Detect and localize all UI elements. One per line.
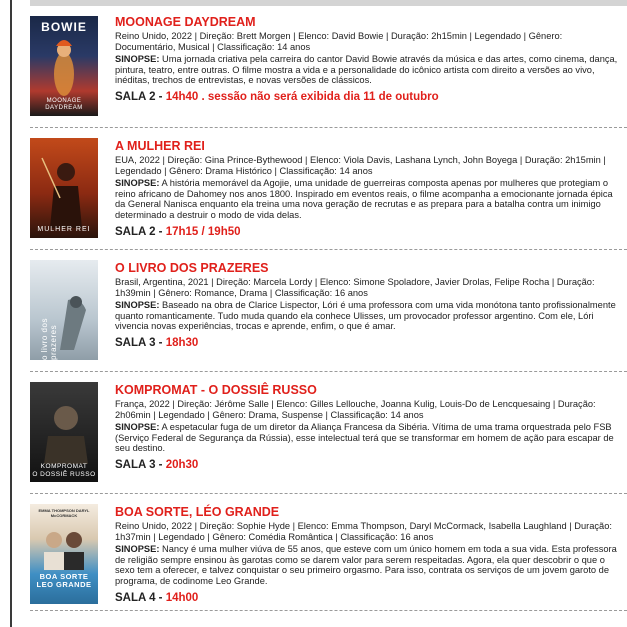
synopsis-label: SINOPSE: [115,54,160,65]
page-left-rule [10,0,12,627]
film-showtimes [115,592,620,605]
film-poster [30,504,98,604]
synopsis-label: SINOPSE: [115,422,160,433]
film-info [115,505,620,605]
film-meta: Reino Unido, 2022 | Direção: Sophie Hyde | Elenco: Emma Thompson, Daryl McCormack, Isabella Laughland | Duração: 1h37min | Legendado | Gênero: Comédia Romântica | Classificação: 16 anos [115,521,612,542]
room-label: SALA 2 - [115,90,166,103]
showtimes-text: 17h15 / 19h50 [165,225,241,238]
room-label: SALA 3 - [115,336,166,349]
film-synopsis [115,178,620,220]
synopsis-label: SINOPSE: [115,544,160,555]
film-showtimes [115,226,620,239]
showtimes-text: 20h30 [165,458,199,471]
synopsis-text: A espetacular fuga de um diretor da Aliança Francesa da Sibéria. Vítima de uma trama orquestrada pelo FSB (Serviço Federal de Segurança da Rússia), esse intelectual terá que se transformar em homem de ação para escapar de seu destino. [115,422,614,454]
film-entry [30,494,627,611]
film-entry [30,250,627,372]
film-meta: Reino Unido, 2022 | Direção: Brett Morgen | Elenco: David Bowie | Duração: 2h15min | Legendado | Gênero: Documentário, Musical | Classificação: 14 anos [115,31,563,52]
film-synopsis [115,422,620,454]
film-meta: França, 2022 | Direção: Jérôme Salle | Elenco: Gilles Lellouche, Joanna Kulig, Louis-Do de Lencquesaing | Duração: 2h06min | Legendado | Gênero: Drama, Suspense | Classificação: 14 anos [115,399,596,420]
film-meta: EUA, 2022 | Direção: Gina Prince-Bythewood | Elenco: Viola Davis, Lashana Lynch, John Boyega | Duração: 2h15min | Legendado | Gênero: Drama Histórico | Classificação: 14 anos [115,155,606,176]
film-info [115,383,620,472]
synopsis-text: Uma jornada criativa pela carreira do cantor David Bowie através da música e das artes, como cinema, dança, pintura, teatro, entre outras. O filme mostra a vida e a personalidade do icônico artista com direito a versões ao vivo, inéditas, trechos de entrevistas, e novas versões de clássicos. [115,54,618,86]
poster-title-text: BOWIE [41,20,87,34]
film-info [115,15,620,104]
film-entry [30,128,627,250]
synopsis-label: SINOPSE: [115,300,160,311]
room-label: SALA 2 - [115,225,166,238]
showtimes-text: 14h40 . sessão não será exibida dia 11 de outubro [165,90,439,103]
synopsis-text: Baseado na obra de Clarice Lispector, Lóri é uma professora com uma vida monótona tanto profissionalmente quanto romanticamente. Tudo muda quando ela conhece Ulisses, um provocador professor argentino. Com ele, Lóri vivencia novas experiências, trocas e aprende, enfim, o que é amar. [115,300,616,332]
poster-title-text: EMMA THOMPSON DARYL McCORMACK [38,508,90,518]
film-showtimes [115,459,620,472]
film-poster [30,260,98,360]
film-entry [30,372,627,494]
poster-artwork [30,138,98,238]
poster-caption-text: KOMPROMAT O DOSSIÊ RUSSO [32,463,96,478]
film-synopsis [115,544,620,586]
film-title: MOONAGE DAYDREAM [115,15,256,29]
film-title: A MULHER REI [115,139,205,153]
showtimes-text: 18h30 [165,336,199,349]
poster-caption-text: o livro dos prazeres [40,318,58,360]
synopsis-label: SINOPSE: [115,178,160,189]
room-label: SALA 4 - [115,591,166,604]
film-meta: Brasil, Argentina, 2021 | Direção: Marcela Lordy | Elenco: Simone Spoladore, Javier Drolas, Felipe Rocha | Duração: 1h39min | Gênero: Romance, Drama | Classificação: 16 anos [115,277,595,298]
film-title: KOMPROMAT - O DOSSIÊ RUSSO [115,383,317,397]
poster-caption-text: BOA SORTE LEO GRANDE [36,571,92,590]
film-title: O LIVRO DOS PRAZERES [115,261,269,275]
film-synopsis [115,54,620,86]
poster-caption-text: MULHER REI [37,225,91,233]
poster-caption-text: MOONAGE DAYDREAM [45,98,83,112]
synopsis-text: Nancy é uma mulher viúva de 55 anos, que esteve com um único homem em toda a sua vida. Esta professora de religião sempre ensinou às garotas como se darem valor para serem respeitadas. Agora, ela quer descobrir o que o sexo tem a oferecer, e talvez conquistar o seu primeiro orgasmo. Para isso, contrata os serviços de um jovem garoto de programa, de codinome Leo Grande. [115,544,617,586]
room-label: SALA 3 - [115,458,166,471]
film-info [115,139,620,239]
film-entry [30,6,627,128]
film-listing [30,6,627,611]
film-showtimes [115,91,620,104]
film-synopsis [115,300,620,332]
film-info [115,261,620,350]
showtimes-text: 14h00 [165,591,199,604]
film-poster [30,138,98,238]
film-poster [30,16,98,116]
film-showtimes [115,337,620,350]
synopsis-text: A história memorável da Agojie, uma unidade de guerreiras composta apenas por mulheres que protegiam o reino africano de Dahomey nos anos 1800. Inspirado em eventos reais, o filme acompanha a emocionante jornada épica da General Nanisca enquanto ela treina uma nova geração de recrutas e as prepara para a batalha contra um inimigo determinado a destruir o modo de vida delas. [115,178,613,220]
film-poster [30,382,98,482]
film-title: BOA SORTE, LÉO GRANDE [115,505,280,519]
